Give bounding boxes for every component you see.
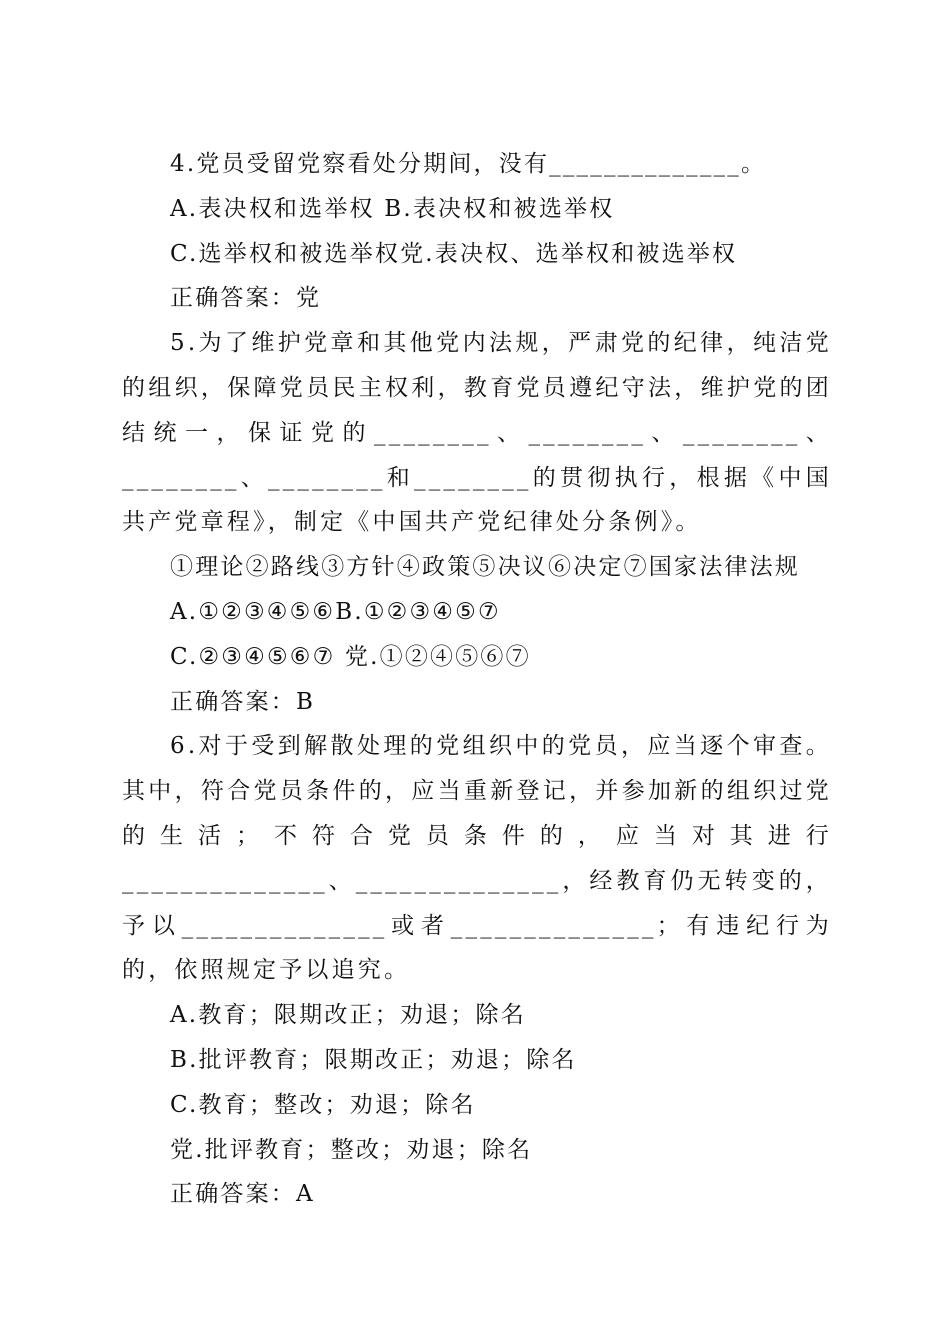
option-line: C.教育；整改；劝退；除名 bbox=[170, 1091, 476, 1118]
option-line: C.②③④⑤⑥⑦ 党.①②④⑤⑥⑦ bbox=[170, 643, 531, 670]
question-4 bbox=[122, 142, 832, 321]
correct-answer: 正确答案：B bbox=[170, 688, 316, 715]
item-list: ①理论②路线③方针④政策⑤决议⑥决定⑦国家法律法规 bbox=[170, 554, 800, 581]
option-line: B.批评教育；限期改正；劝退；除名 bbox=[170, 1046, 577, 1073]
question-stem: 6.对于受到解散处理的党组织中的党员，应当逐个审查。其中，符合党员条件的，应当重新登记，并参加新的组织过党的生活；不符合党员条件的，应当对其进行______________、______________，经教育仍无转变的，予以______________或者______________；有违纪行为的，依照规定予以追究。 bbox=[122, 733, 832, 984]
question-5 bbox=[122, 321, 832, 724]
correct-answer: 正确答案：A bbox=[170, 1181, 315, 1208]
question-stem: 5.为了维护党章和其他党内法规，严肃党的纪律，纯洁党的组织，保障党员民主权利，教育党员遵纪守法，维护党的团结统一，保证党的________、________、________、________、________和________的贯彻执行，根据《中国共产党章程》，制定《中国共产党纪律处分条例》。 bbox=[122, 330, 832, 536]
option-line: 党.批评教育；整改；劝退；除名 bbox=[170, 1136, 533, 1163]
correct-answer: 正确答案：党 bbox=[170, 285, 322, 312]
option-line: A.①②③④⑤⑥B.①②③④⑤⑦ bbox=[170, 598, 501, 625]
question-6 bbox=[122, 724, 832, 1217]
option-line: A.教育；限期改正；劝退；除名 bbox=[170, 1002, 526, 1029]
option-line: A.表决权和选举权 B.表决权和被选举权 bbox=[170, 195, 615, 222]
question-stem: 4.党员受留党察看处分期间，没有______________。 bbox=[170, 151, 767, 177]
option-line: C.选举权和被选举权党.表决权、选举权和被选举权 bbox=[170, 240, 738, 267]
